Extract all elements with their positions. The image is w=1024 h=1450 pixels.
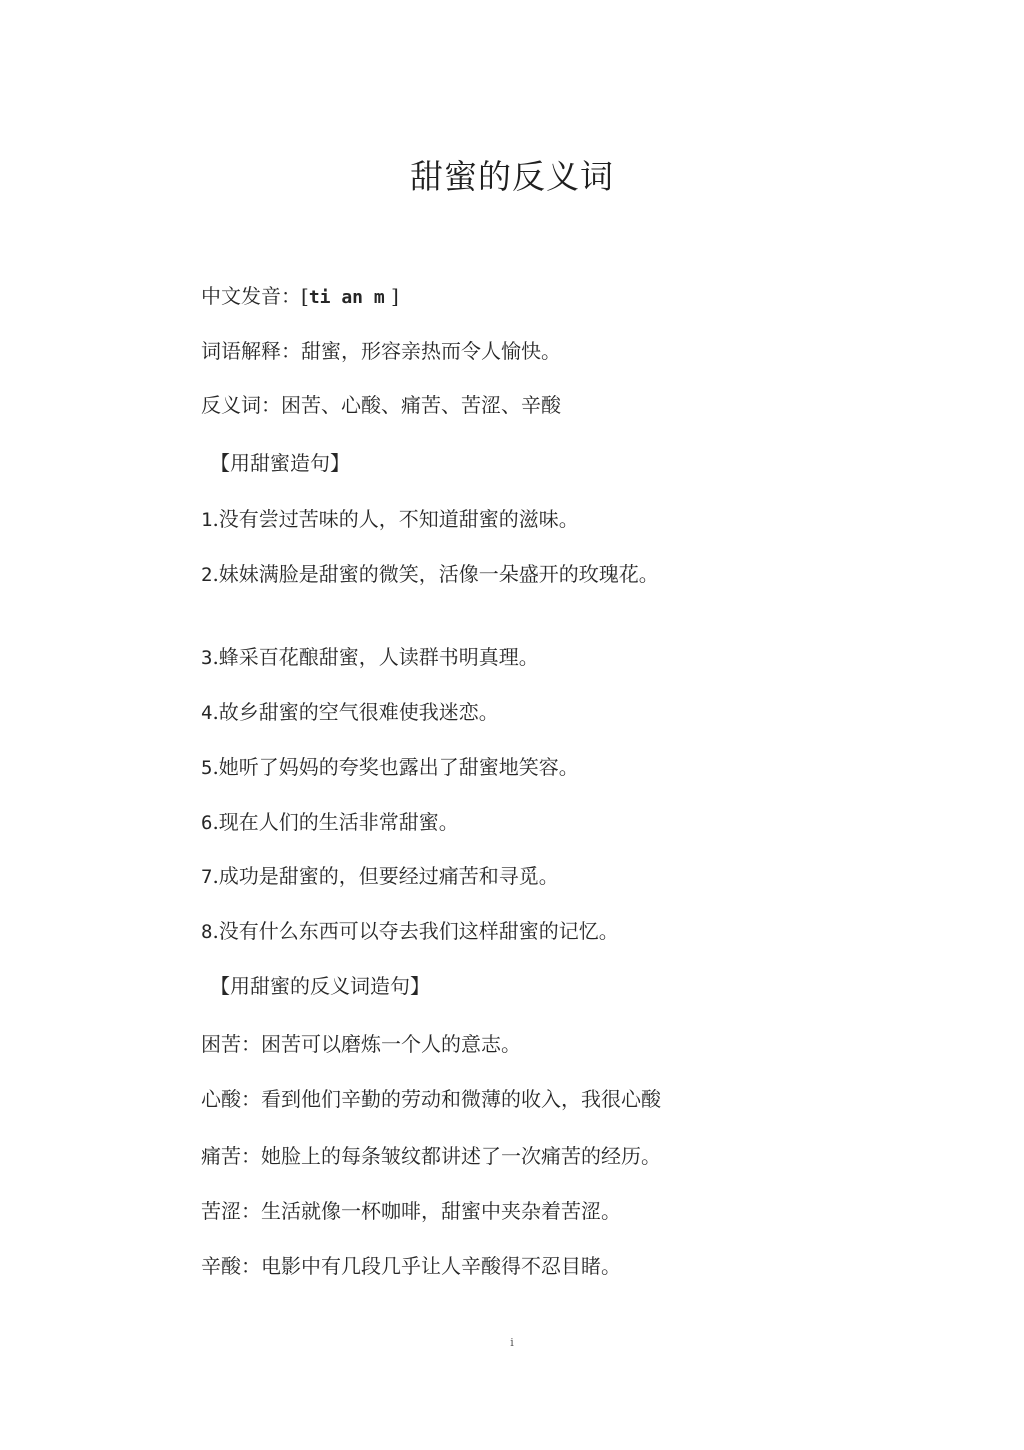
sentence-item: [201, 560, 691, 589]
sentence-number: 1: [201, 509, 213, 531]
sentence-number: 4: [201, 702, 213, 724]
pronunciation-line: [201, 282, 761, 312]
sentence-item: [201, 753, 761, 782]
antonym-sentence: 苦涩：生活就像一杯咖啡，甜蜜中夹杂着苦涩。: [201, 1199, 621, 1223]
sentence-item: [201, 505, 761, 534]
sentence-item: [201, 698, 761, 727]
sentence-text: .妹妹满脸是甜蜜的微笑，活像一朵盛开的玫瑰花。: [212, 562, 659, 586]
antonym-sentence: 困苦：困苦可以磨炼一个人的意志。: [201, 1032, 521, 1056]
sentence-text: .成功是甜蜜的，但要经过痛苦和寻觅。: [212, 864, 559, 888]
antonym-sentence: 心酸：看到他们辛勤的劳动和微薄的收入，我很心酸: [201, 1087, 661, 1111]
antonym-sentence: 痛苦：她脸上的每条皱纹都讲述了一次痛苦的经历。: [201, 1144, 661, 1168]
sentence-text: .没有尝过苦味的人，不知道甜蜜的滋味。: [212, 507, 579, 531]
sentence-number: 6: [201, 812, 213, 834]
page-number: i: [510, 1336, 514, 1349]
page-title: 甜蜜的反义词: [410, 157, 614, 196]
sentence-item: [201, 862, 761, 891]
section-heading-sentences: 【用甜蜜造句】: [210, 451, 350, 475]
sentence-number: 5: [201, 757, 213, 779]
pronunciation-close: ]: [384, 284, 399, 308]
sentence-number: 7: [201, 866, 213, 888]
pronunciation-pinyin: ti an m: [308, 287, 385, 308]
section-heading-antonym-sentences: 【用甜蜜的反义词造句】: [210, 974, 430, 998]
sentence-text: .蜂采百花酿甜蜜，人读群书明真理。: [212, 645, 539, 669]
sentence-number: 8: [201, 921, 213, 943]
sentence-item: [201, 917, 761, 946]
sentence-number: 2: [201, 564, 213, 586]
sentence-text: .故乡甜蜜的空气很难使我迷恋。: [212, 700, 499, 724]
sentence-item: [201, 643, 761, 672]
sentence-text: .她听了妈妈的夸奖也露出了甜蜜地笑容。: [212, 755, 579, 779]
sentence-number: 3: [201, 647, 213, 669]
sentence-text: .现在人们的生活非常甜蜜。: [212, 810, 459, 834]
sentence-text: .没有什么东西可以夺去我们这样甜蜜的记忆。: [212, 919, 619, 943]
definition-line: 词语解释：甜蜜，形容亲热而令人愉快。: [201, 339, 561, 363]
antonyms-line: 反义词：困苦、心酸、痛苦、苦涩、辛酸: [201, 393, 561, 417]
pronunciation-label: 中文发音：[: [201, 284, 309, 308]
sentence-item: [201, 808, 761, 837]
antonym-sentence: 辛酸：电影中有几段几乎让人辛酸得不忍目睹。: [201, 1254, 621, 1278]
